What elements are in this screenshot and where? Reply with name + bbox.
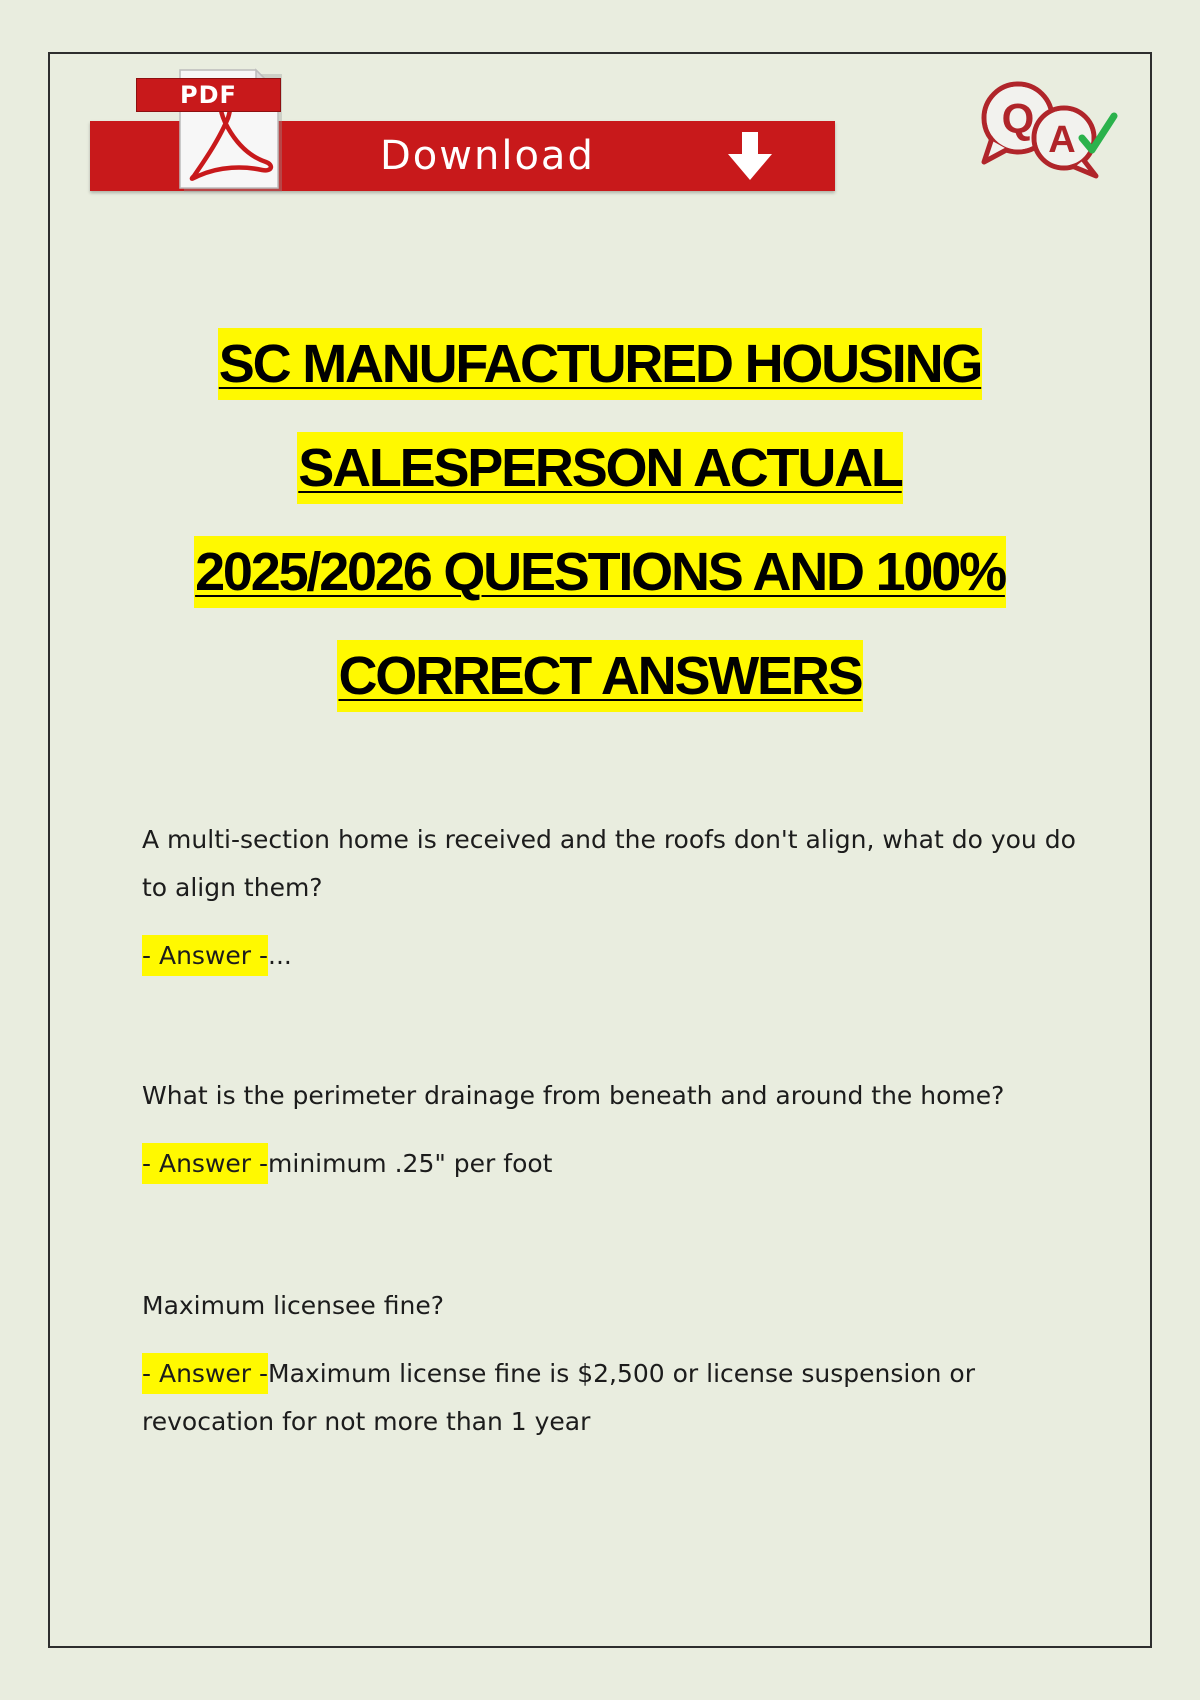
pdf-download-button[interactable] bbox=[90, 66, 840, 198]
answer-label: - Answer - bbox=[142, 1143, 268, 1184]
answer bbox=[142, 1350, 1102, 1446]
q-letter: Q bbox=[1001, 95, 1035, 142]
question-text: A multi-section home is received and the roofs don't align, what do you do to align them? bbox=[142, 825, 1076, 902]
a-letter: A bbox=[1048, 119, 1076, 161]
document-page bbox=[48, 52, 1152, 1648]
pdf-tag: PDF bbox=[136, 78, 281, 112]
qa-item bbox=[142, 1282, 1102, 1446]
pdf-file-icon bbox=[132, 66, 286, 194]
title-line: SC MANUFACTURED HOUSING bbox=[50, 312, 1150, 416]
title-line: 2025/2026 QUESTIONS AND 100% bbox=[50, 520, 1150, 624]
qa-logo bbox=[978, 76, 1118, 186]
qa-item bbox=[142, 816, 1102, 980]
answer-text: minimum .25" per foot bbox=[268, 1149, 553, 1178]
answer bbox=[142, 1140, 1102, 1188]
answer bbox=[142, 932, 1102, 980]
answer-text: ... bbox=[268, 941, 292, 970]
answer-label: - Answer - bbox=[142, 935, 268, 976]
answer-text: Maximum license fine is $2,500 or license suspension or revocation for not more than 1 year bbox=[142, 1359, 975, 1436]
title-line: SALESPERSON ACTUAL bbox=[50, 416, 1150, 520]
download-label[interactable]: Download bbox=[380, 133, 595, 179]
title-line: CORRECT ANSWERS bbox=[50, 624, 1150, 728]
question-text: Maximum licensee fine? bbox=[142, 1291, 444, 1320]
document-title bbox=[50, 312, 1150, 728]
qa-item bbox=[142, 1072, 1102, 1188]
answer-label: - Answer - bbox=[142, 1353, 268, 1394]
download-arrow-icon[interactable] bbox=[720, 130, 780, 184]
question-text: What is the perimeter drainage from beneath and around the home? bbox=[142, 1081, 1005, 1110]
